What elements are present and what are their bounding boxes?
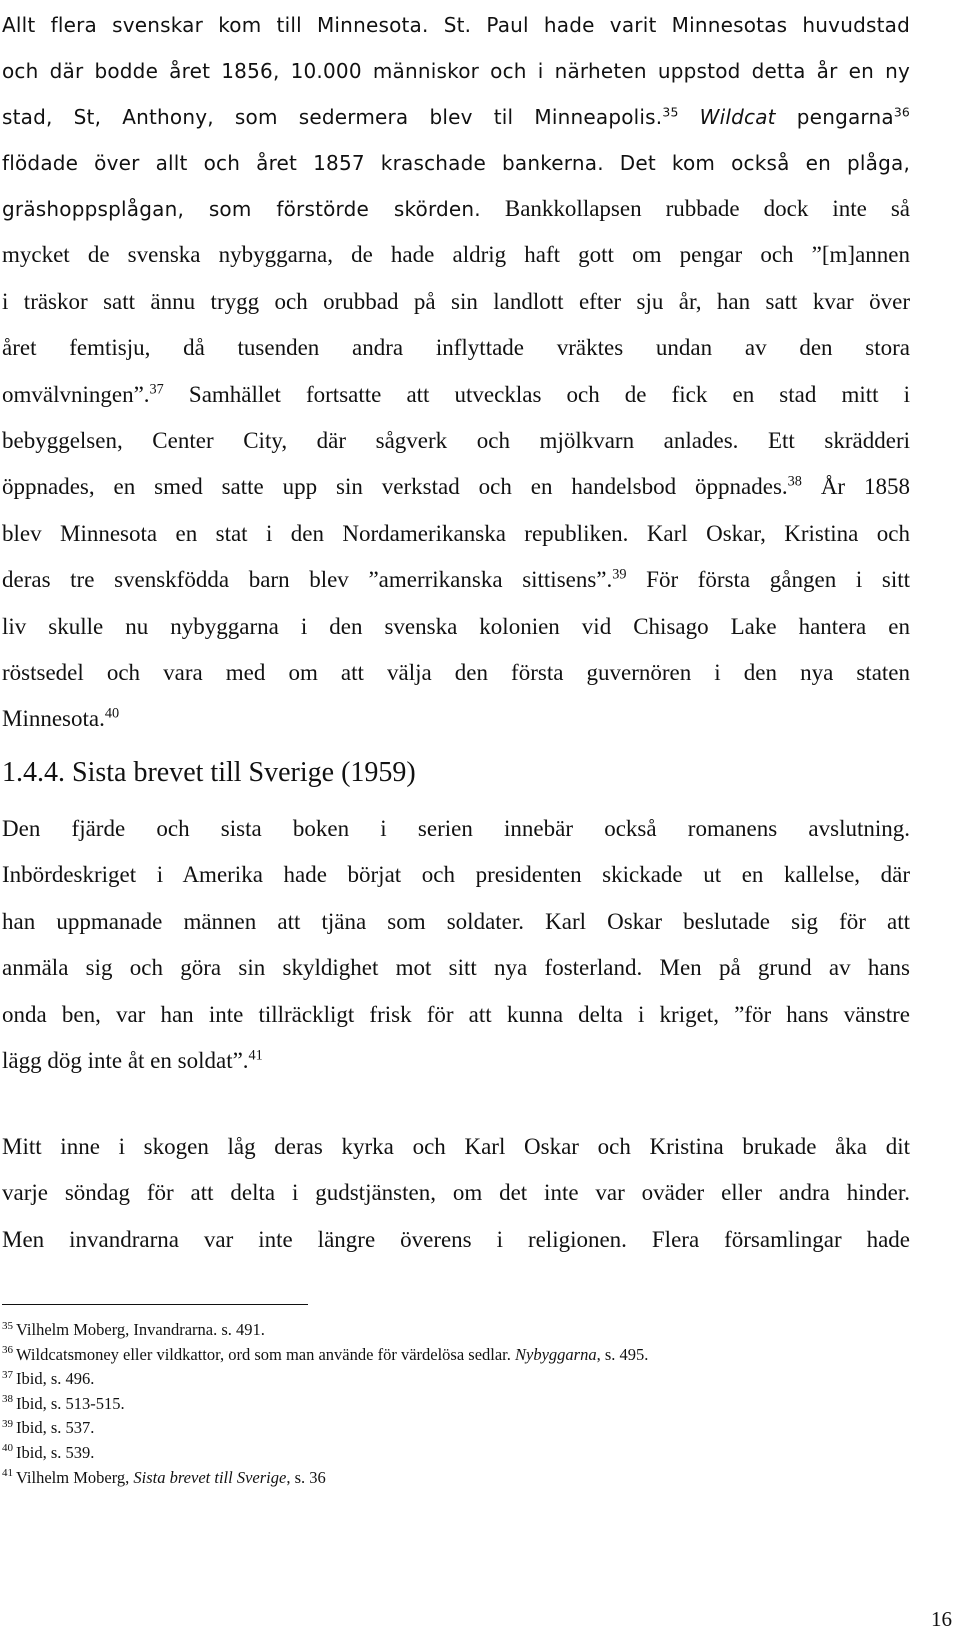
text-span: flödade över allt och året 1857 kraschade bankerna. Det kom också en plåga, [2,151,910,175]
footnote-number: 37 [2,1368,13,1381]
footnote-number: 36 [2,1344,13,1357]
footnote-ref[interactable]: 41 [248,1047,263,1064]
text-line [2,140,910,186]
text-line [2,899,910,945]
footnote-number: 40 [2,1442,13,1455]
footnote-text: , s. 495. [596,1344,649,1364]
footnote [2,1318,922,1343]
text-span: anmäla sig och göra sin skyldighet mot sitt nya fosterland. Men på grund av hans [2,955,910,981]
text-line [2,94,910,140]
footnote-number: 38 [2,1393,13,1406]
footnote [2,1343,922,1368]
footnote [2,1416,922,1441]
footnote-text: Ibid, s. 513-515. [16,1393,125,1413]
text-line [2,650,910,696]
text-span: varje söndag för att delta i gudstjänsten, om det inte var oväder eller andra hinder. [2,1180,910,1206]
text-span: bebyggelsen, Center City, där sågverk och mjölkvarn anlades. Ett skrädderi [2,428,910,454]
text-span: omvälvningen”. [2,381,150,407]
text-line [2,232,910,278]
text-span: Men invandrarna var inte längre överens i religionen. Flera församlingar hade [2,1226,910,1252]
text-span: deras tre svenskfödda barn blev ”amerrikanska sittisens”. [2,567,613,593]
text-line [2,186,910,232]
text-span: blev Minnesota en stat i den Nordamerikanska republiken. Karl Oskar, Kristina och [2,520,910,546]
footnote-number: 35 [2,1319,13,1332]
text-line [2,464,910,510]
page-number: 16 [931,1607,952,1631]
text-span: Mitt inne i skogen låg deras kyrka och Karl Oskar och Kristina brukade åka dit [2,1134,910,1159]
text-line [2,945,910,991]
footnote-italic-title: Sista brevet till Sverige [133,1467,287,1487]
text-span: gräshoppsplågan, som förstörde skörden. [2,197,481,221]
paragraph-1 [2,2,910,743]
footnote-text: , s. 36 [286,1467,326,1487]
text-span: onda ben, var han inte tillräckligt frisk för att kunna delta i kriget, ”för hans vänstre [2,1001,910,1027]
footnote-italic-title: Nybyggarna [515,1344,597,1364]
text-span: öppnades, en smed satte upp sin verkstad och en handelsbod öppnades. [2,474,788,500]
text-line [2,1124,910,1170]
text-span: Minnesota. [2,706,105,732]
footnote-text: Ibid, s. 537. [16,1418,95,1438]
text-line [2,696,910,742]
footnote-text: Ibid, s. 539. [16,1442,95,1462]
text-span: lägg dög inte åt en soldat”. [2,1048,249,1074]
section-heading: 1.4.4. Sista brevet till Sverige (1959) [2,757,416,788]
text-line [2,1170,910,1216]
text-span: Samhället fortsatte att utvecklas och de fick en stad mitt i [163,381,910,407]
text-span: För första gången i sitt [626,567,910,593]
text-line [2,992,910,1038]
footnote [2,1441,922,1466]
text-span: Den fjärde och sista boken i serien innebär också romanens avslutning. [2,816,910,841]
text-line [2,2,910,48]
text-line [2,604,910,650]
footnote [2,1392,922,1417]
footnote [2,1367,922,1392]
text-line [2,511,910,557]
text-line [2,557,910,603]
footnote [2,1466,922,1491]
text-span: Bankkollapsen rubbade dock inte så [480,196,910,221]
footnote-ref[interactable]: 40 [104,705,120,722]
text-line [2,1038,910,1084]
text-line [2,48,910,94]
italic-term: Wildcat [699,105,776,129]
footnote-ref[interactable]: 39 [612,566,627,583]
text-span: och där bodde året 1856, 10.000 människor och i närheten uppstod detta år en ny [2,59,910,83]
footnote-ref[interactable]: 36 [893,104,910,120]
text-line [2,325,910,371]
footnote-text: Wildcatsmoney eller vildkattor, ord som man använde för värdelösa sedlar. [16,1344,516,1364]
paragraph-2 [2,806,910,1084]
text-span: Allt flera svenskar kom till Minnesota. St. Paul hade varit Minnesotas huvudstad [2,13,910,37]
paragraph-3 [2,1124,910,1263]
footnote-ref[interactable]: 35 [662,104,679,120]
text-line [2,806,910,852]
text-span: mycket de svenska nybyggarna, de hade aldrig haft gott om pengar och ”[m]annen [2,242,910,268]
text-span: liv skulle nu nybyggarna i den svenska kolonien vid Chisago Lake hantera en [2,613,910,639]
footnote-separator [2,1304,308,1305]
text-span: År 1858 [801,474,910,500]
text-span: han uppmanade männen att tjäna som soldater. Karl Oskar beslutade sig för att [2,908,910,934]
footnote-text: Vilhelm Moberg, [16,1467,134,1487]
footnote-ref[interactable]: 38 [787,473,802,490]
text-span: stad, St, Anthony, som sedermera blev til Minneapolis. [2,105,663,129]
text-line [2,418,910,464]
footnote-number: 39 [2,1417,13,1430]
text-span: året femtisju, då tusenden andra inflyttade vräktes undan av den stora [2,335,910,361]
text-line [2,852,910,898]
text-line [2,279,910,325]
text-line [2,1217,910,1263]
footnote-text: Vilhelm Moberg, Invandrarna. s. 491. [16,1320,265,1339]
text-span: röstsedel och vara med om att välja den första guvernören i den nya staten [2,660,910,686]
text-span: i träskor satt ännu trygg och orubbad på sin landlott efter sju år, han satt kvar över [2,288,910,314]
text-line [2,372,910,418]
text-span: pengarna [775,105,894,129]
footnote-number: 41 [2,1467,13,1480]
footnote-text: Ibid, s. 496. [16,1369,95,1389]
footnote-ref[interactable]: 37 [149,380,164,397]
footnotes [2,1318,922,1490]
text-span: Inbördeskriget i Amerika hade börjat och presidenten skickade ut en kallelse, där [2,862,910,888]
